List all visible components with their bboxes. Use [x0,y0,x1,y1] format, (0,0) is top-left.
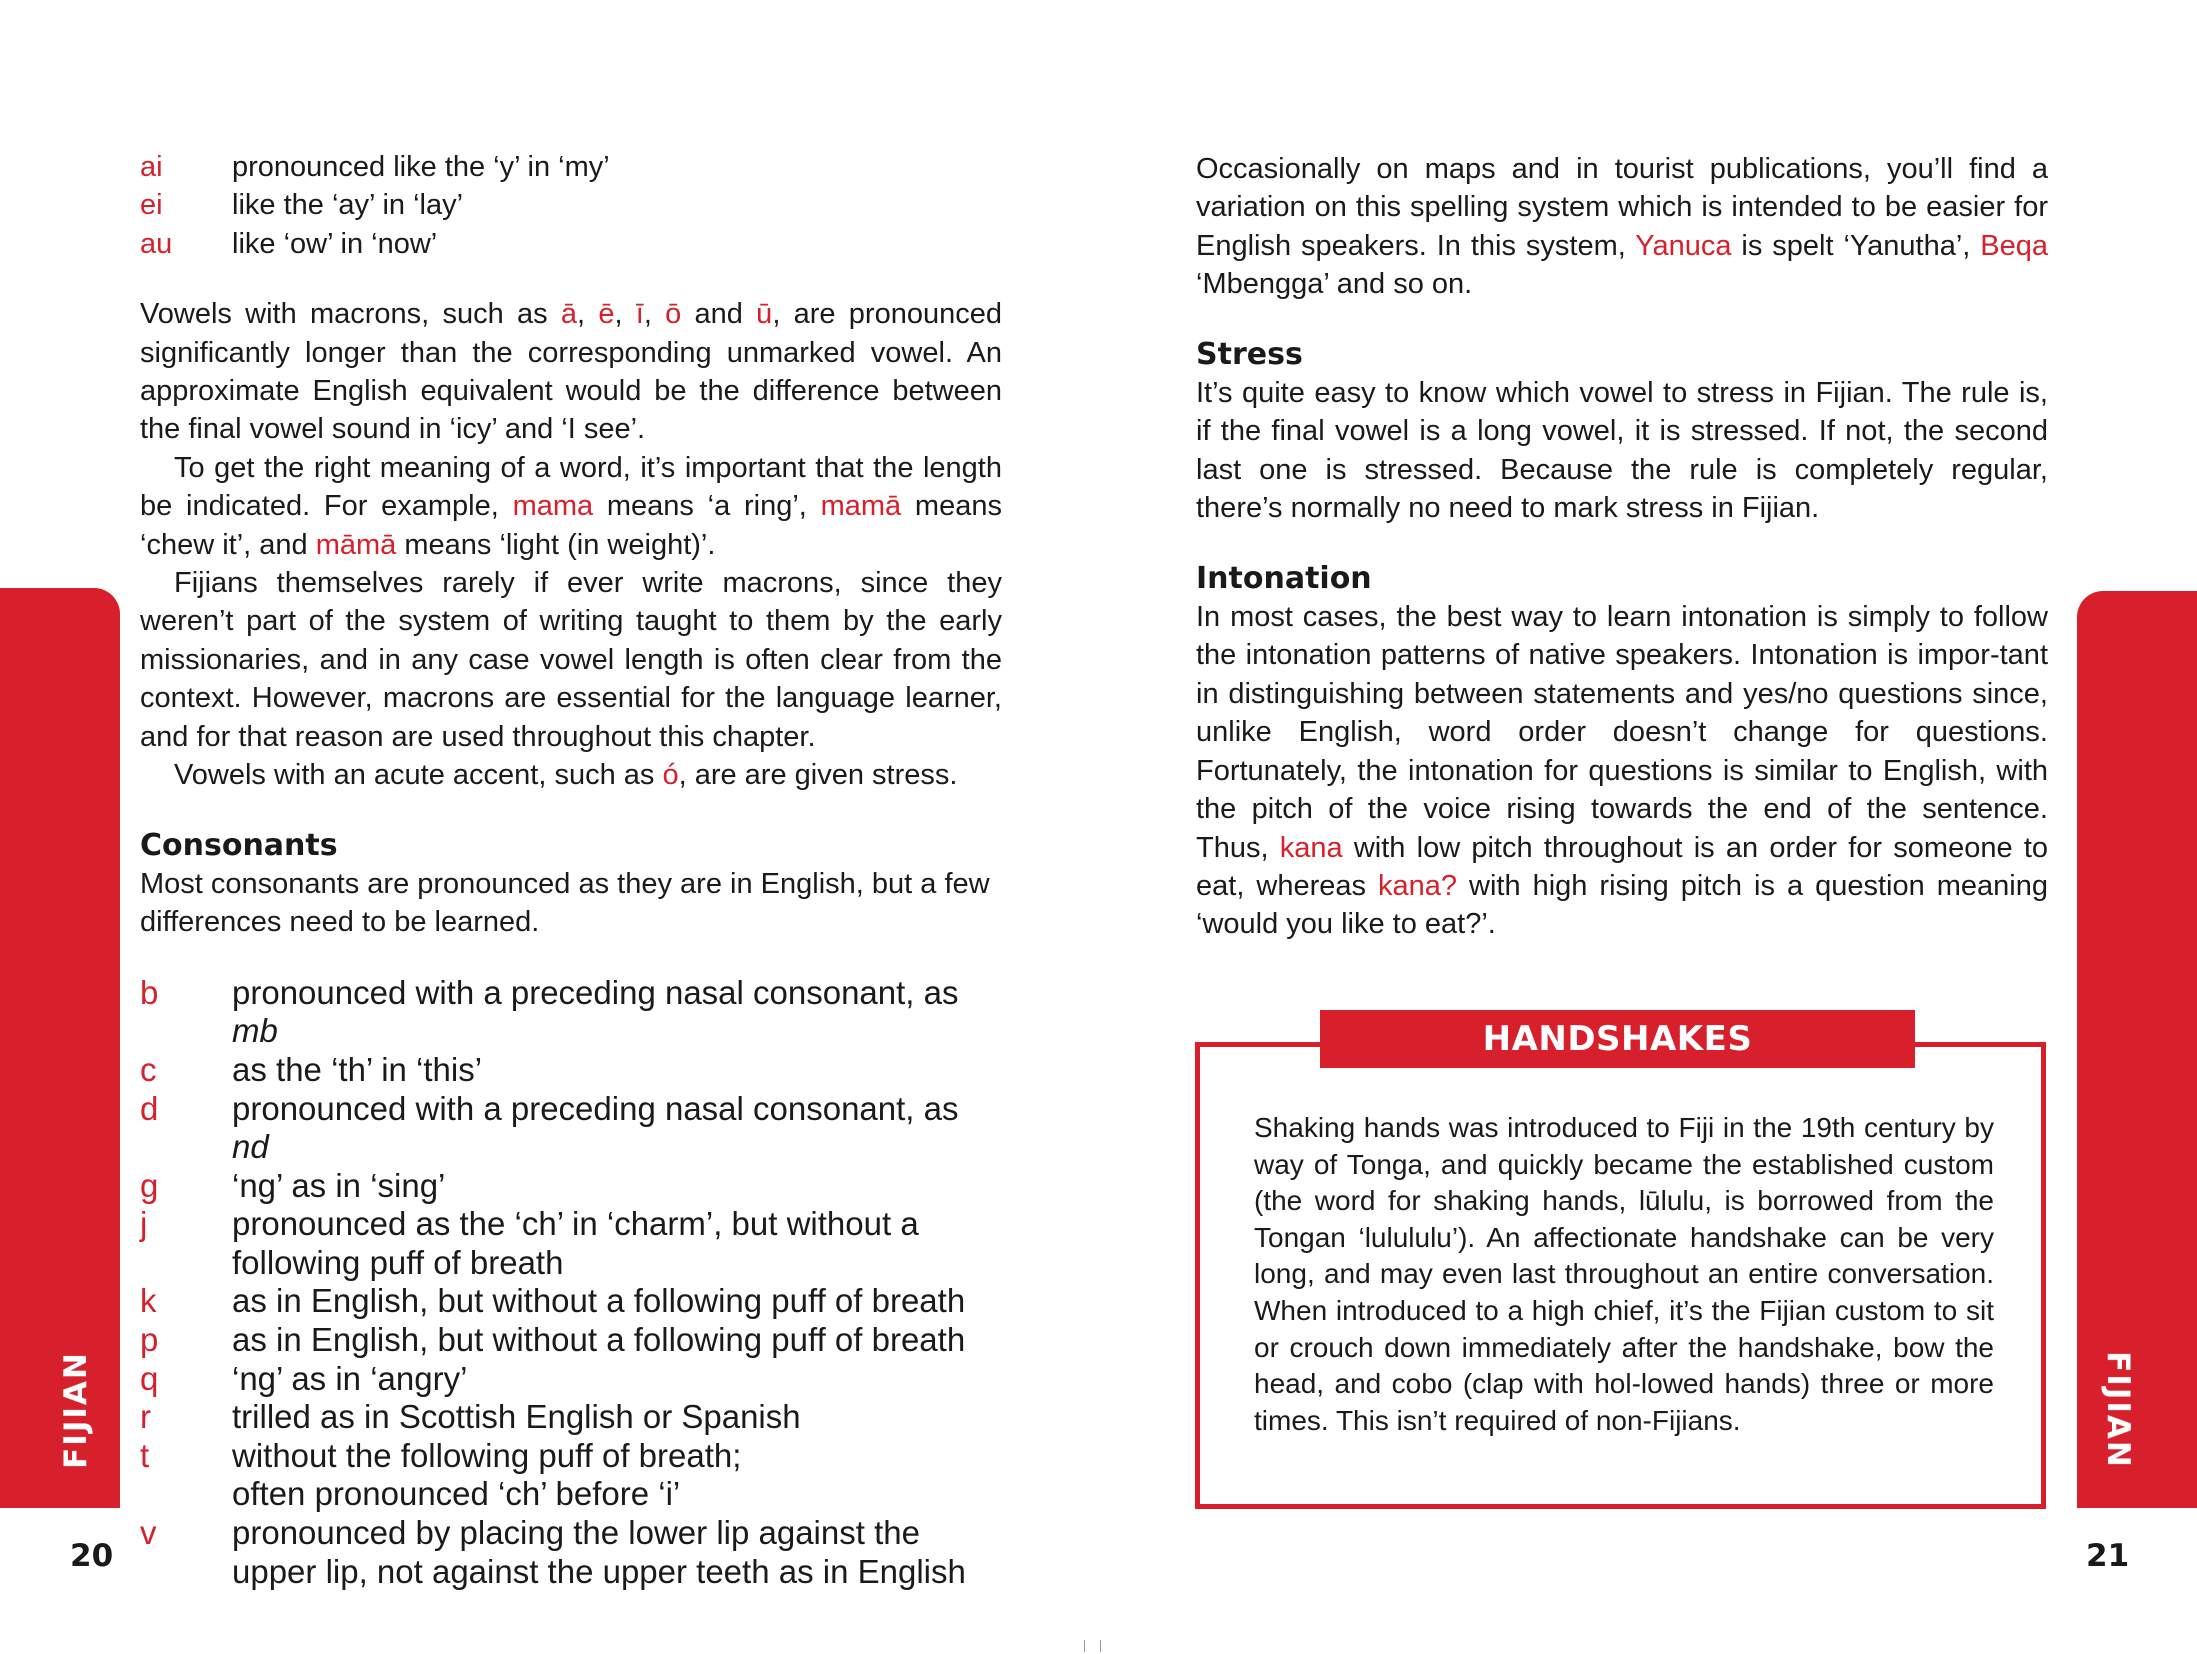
consonant-key: r [140,1398,151,1436]
handshakes-title: HANDSHAKES [1320,1010,1915,1068]
diphthong-key: au [140,227,173,260]
consonant-text: as in English, but without a following puff of breath [232,1282,966,1320]
text-span: ‘Mbengga’ and so on. [1196,268,1473,301]
macron-vowel: ē [598,298,615,331]
fijians-paragraph: Fijians themselves rarely if ever write macrons, since they weren’t part of the system of writing taught to them by the early missionaries, and in any case vowel length is often clear from the context. However, macrons are essential for the language learner, and for that reason are used throughout this chapter. [140,567,1002,753]
fijian-word: mamā [820,490,902,523]
diphthong-text: like ‘ow’ in ‘now’ [232,227,438,260]
diphthong-row [140,148,1002,186]
consonant-key: p [140,1321,159,1359]
stress-paragraph: It’s quite easy to know which vowel to stress in Fijian. The rule is, if the final vowel is a long vowel, it is stressed. If not, the second last one is stressed. Because the rule is completely regular, there’s normally no need to mark stress in Fijian. [1196,377,2048,525]
stress-heading: Stress [1196,336,1303,372]
diphthong-text: pronounced like the ‘y’ in ‘my’ [232,151,610,183]
consonant-list [140,974,1002,1592]
diphthong-key: ai [140,151,163,183]
consonant-text [232,974,1002,1051]
consonant-key: v [140,1514,157,1552]
consonant-row [140,1514,1002,1591]
consonant-key: t [140,1436,150,1474]
handshakes-body: Shaking hands was introduced to Fiji in the 19th century by way of Tonga, and quickly became the established custom (the word for shaking hands, lūlulu, is borrowed from the Tongan ‘lulululu’). An affectionate handshake can be very long, and may even last throughout an entire conversation. When introduced to a high chief, it’s the Fijian custom to sit or crouch down immediately after the handshake, bow the head, and cobo (clap with hol-lowed hands) three or more times. This isn’t required of non-Fijians. [1254,1112,1994,1436]
macron-vowel: ō [665,298,682,331]
text-span: with low pitch throughout is an order for someone to eat, whereas [1196,831,2048,902]
diphthong-text: like the ‘ay’ in ‘lay’ [232,189,464,222]
consonant-key: d [140,1089,159,1127]
fijian-word: Yanuca [1635,229,1732,262]
consonant-text: trilled as in Scottish English or Spanish [232,1398,801,1436]
fijian-word: mama [512,490,594,523]
consonant-row [140,1398,1002,1437]
diphthong-key: ei [140,189,163,222]
text-span: with high rising pitch is a question meaning ‘would you like to eat?’. [1196,869,2048,941]
consonants-heading: Consonants [140,827,338,863]
fijian-word: Beqa [1980,229,2048,262]
consonant-row [140,1051,1002,1090]
side-tab-left [0,588,120,1508]
fijian-word: māmā [315,528,397,561]
text-span: Vowels with an acute accent, such as [174,759,663,792]
consonant-key: k [140,1282,157,1320]
gutter-mark [1084,1640,1085,1652]
acute-paragraph [140,756,1002,794]
spelling-paragraph [1196,150,2048,304]
emphasis: mb [232,1012,278,1050]
diphthong-list [140,148,1002,263]
consonant-key: c [140,1050,157,1088]
consonant-row [140,1321,1002,1360]
macrons-paragraph: Vowels with macrons, such as ā, ē, ī, ō and ū, are pronounced significantly longer than the corresponding unmarked vowel. An approximate English equivalent would be the difference between the final vowel sound in ‘icy’ and ‘I see’. [140,298,1002,446]
consonant-key: g [140,1166,159,1204]
right-page-column [1196,150,2048,944]
fijian-word: ó [662,759,679,792]
consonant-row [140,974,1002,1051]
consonant-row [140,1167,1002,1206]
macron-vowel: ī [635,298,644,331]
text-span: means ‘light (in weight)’. [396,528,716,561]
fijian-word: kana? [1378,869,1458,902]
consonant-row [140,1090,1002,1167]
text-span: In most cases, the best way to learn intonation is simply to follow the intonation patterns of native speakers. Intonation is impor-tant in distinguishing between statements and yes/no questions since, unlike English, word order doesn’t change for questions. Fortunately, the intonation for questions is similar to English, with the pitch of the voice rising towards the end of the sentence. Thus, [1196,601,2048,864]
intonation-heading: Intonation [1196,560,1372,596]
consonant-text: as in English, but without a following puff of breath [232,1321,966,1359]
text-span: Occasionally on maps and in tourist publications, you’ll find a variation on this spelling system which is intended to be easier for English speakers. In this system, [1196,153,2048,262]
diphthong-row [140,186,1002,224]
consonant-text [232,1437,1002,1514]
consonant-text: pronounced as the ‘ch’ in ‘charm’, but without a following puff of breath [232,1205,919,1281]
gutter-mark [1100,1640,1101,1652]
consonant-text [232,1090,1002,1167]
consonant-key: b [140,973,159,1011]
page-number-right: 21 [2086,1538,2130,1574]
text-span: pronounced with a preceding nasal consonant, as [232,973,959,1011]
consonant-row [140,1205,1002,1282]
consonant-row [140,1360,1002,1399]
text-span: To get the right meaning of a word, it’s important that the length be indicated. For example, [140,451,1002,523]
consonant-text: pronounced by placing the lower lip against the upper lip, not against the upper teeth as in English [232,1514,966,1590]
page-number-left: 20 [70,1538,114,1574]
text-span: Vowels with macrons, such as [140,298,561,331]
consonant-row [140,1282,1002,1321]
side-tab-label-left: FIJIAN [58,1351,94,1469]
text-span: , are pronounced significantly longer than the corresponding unmarked vowel. An approximate English equivalent would be the difference between the final vowel sound in ‘icy’ and ‘I see’. [140,298,1002,446]
side-tab-label-right: FIJIAN [2100,1351,2136,1469]
consonant-key: q [140,1359,159,1397]
left-page-column [140,148,1002,1591]
emphasis: nd [232,1128,269,1166]
text-span: pronounced with a preceding nasal consonant, as [232,1089,959,1127]
text-span: means ‘chew it’, and [140,490,1002,561]
text-span: means ‘a ring’, [593,490,821,523]
macron-vowel: ū [756,298,773,331]
macron-vowel: ā [560,298,577,331]
text-span: often pronounced ‘ch’ before ‘i’ [232,1475,681,1513]
intonation-paragraph [1196,598,2048,944]
consonant-row [140,1437,1002,1514]
fijian-word: kana [1279,831,1343,864]
text-span: is spelt ‘Yanutha’, [1731,229,1981,262]
text-span: , are are given stress. [678,759,958,792]
diphthong-row [140,225,1002,263]
consonant-key: j [140,1205,148,1243]
consonant-text: as the ‘th’ in ‘this’ [232,1050,483,1088]
consonant-text: ‘ng’ as in ‘angry’ [232,1359,468,1397]
length-paragraph [140,449,1002,564]
consonants-intro: Most consonants are pronounced as they are in English, but a few differences need to be learned. [140,867,990,939]
side-tab-right [2077,591,2197,1508]
text-span: without the following puff of breath; [232,1436,742,1474]
consonant-text: ‘ng’ as in ‘sing’ [232,1166,446,1204]
